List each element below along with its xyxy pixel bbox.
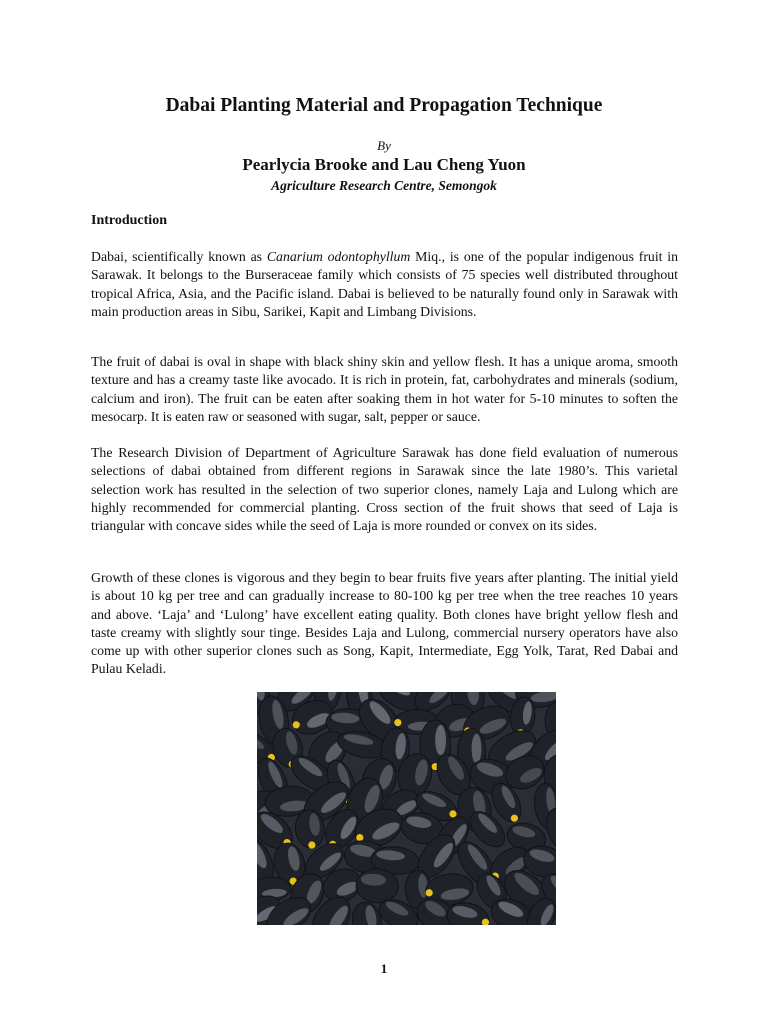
paragraph-3: The Research Division of Department of Agriculture Sarawak has done field evaluation of numerous selections of dabai obtained from different regions in Sarawak since the late 1980’s. This varietal selection work has resulted in the selection of two superior clones, namely Laja and Lulong which are highly recommended for commercial planting. Cross section of the fruit shows that seed of Laja is triangular with concave sides while the seed of Laja is more rounded or convex on its sides. [91,445,678,534]
paragraph-1 [91,248,678,321]
paragraph-4: Growth of these clones is vigorous and they begin to bear fruits five years after planting. The initial yield is about 10 kg per tree and can gradually increase to 80-100 kg per tree when the tree reaches 10 years and above. ‘Laja’ and ‘Lulong’ have excellent eating quality. Both clones have bright yellow flesh and taste creamy with slightly sour tinge. Besides Laja and Lulong, commercial nursery operators have also come up with other superior clones such as Song, Kapit, Intermediate, Egg Yolk, Tarat, Red Dabai and Pulau Keladi. [91,570,678,677]
page-number: 1 [380,961,388,976]
affiliation: Agriculture Research Centre, Semongok [271,178,497,193]
paragraph-1-text-a: Dabai, scientifically known as [91,249,267,264]
paragraph-2: The fruit of dabai is oval in shape with black shiny skin and yellow flesh. It has a unique aroma, smooth texture and has a creamy taste like avocado. It is rich in protein, fat, carbohydrates and minerals (sodium, calcium and iron). The fruit can be eaten after soaking them in hot water for 5-10 minutes to soften the mesocarp. It is eaten raw or seasoned with sugar, salt, pepper or sauce. [91,354,678,424]
dabai-fruit-photo [257,692,556,925]
authors: Pearlycia Brooke and Lau Cheng Yuon [242,155,526,174]
document-title: Dabai Planting Material and Propagation Technique [165,95,603,116]
dabai-fruit-illustration [257,692,556,925]
paragraph-1-text-b: Miq., is one of the popular indigenous fruit in Sarawak. It belongs to the Burseraceae family which consists of 75 species well distributed throughout tropical Africa, Asia, and the Pacific island. Dabai is believed to be naturally found only in Sarawak with main production areas in Sibu, Sarikei, Kapit and Limbang Divisions. [91,249,679,319]
species-name: Canarium odontophyllum [266,249,411,264]
section-heading-introduction: Introduction [91,213,167,228]
byline-label: By [377,138,391,153]
